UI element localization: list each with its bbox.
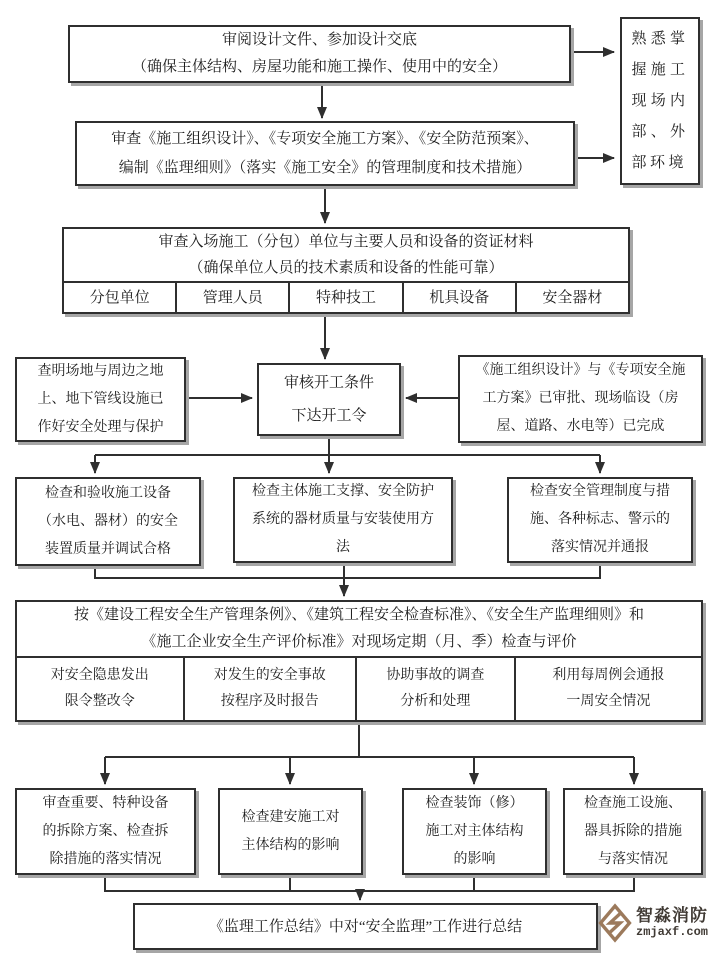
arrows-summary-section (105, 875, 634, 900)
qualification-review-table (62, 227, 630, 314)
box-line: 审查《施工组织设计》、《专项安全施工方案》、《安全防范预案》、 (111, 130, 539, 147)
equipment-acceptance-check-box (15, 477, 201, 566)
table-cell: 协助事故的调查 分析和处理 (355, 658, 514, 720)
table-title-line: （确保单位人员的技术素质和设备的性能可靠） (188, 260, 504, 276)
qualification-table-row (64, 281, 628, 312)
table-title-line: 审查入场施工（分包）单位与主要人员和设备的资证材料 (158, 234, 534, 250)
site-pipeline-protection-box (15, 357, 186, 442)
box-line: 审阅设计文件、参加设计交底 (221, 32, 417, 48)
box-line: 审查重要、特种设备的拆除方案、检查拆除措施的落实情况 (42, 795, 169, 867)
qualification-table-header (64, 229, 628, 281)
watermark-name: 智淼消防 (636, 906, 708, 926)
table-cell: 利用每周例会通报 一周安全情况 (514, 658, 701, 720)
support-protection-system-check-box (233, 477, 453, 563)
box-line: 熟悉掌握施工现场内部、外部环境 (631, 30, 689, 171)
periodic-inspection-table (15, 600, 703, 722)
decoration-impact-check-box (402, 788, 547, 875)
table-cell: 分包单位 (89, 289, 150, 306)
box-line: 检查装饰（修）施工对主体结构的影响 (425, 795, 524, 867)
table-cell: 管理人员 (175, 283, 288, 312)
box-line: 查明场地与周边之地上、地下管线设施已作好安全处理与保护 (37, 363, 164, 435)
plans-approved-box (458, 355, 703, 443)
table-title-line: 按《建设工程安全生产管理条例》、《建筑工程安全检查标准》、《安全生产监理细则》和 (73, 607, 644, 623)
supervision-summary-box (133, 903, 598, 950)
familiarize-site-environment-box (620, 17, 700, 185)
demolition-plan-review-box (15, 788, 196, 875)
audit-construction-plans-box (75, 121, 575, 186)
table-title-line: 《施工企业安全生产评价标准》对现场定期（月、季）检查与评价 (141, 634, 577, 650)
table-cell: 对安全隐患发出 限令整改令 (50, 668, 149, 709)
box-line: 下达开工令 (291, 407, 367, 424)
box-line: 《施工组织设计》与《专项安全施工方案》已审批、现场临设（房屋、道路、水电等）已完成 (475, 363, 686, 434)
box-line: 审核开工条件 (283, 374, 374, 391)
facility-removal-check-box (563, 788, 703, 875)
box-line: 编制《监理细则》（落实《施工安全》的管理制度和技术措施） (118, 159, 532, 176)
table-cell: 机具设备 (402, 283, 515, 312)
start-work-order-box (257, 363, 401, 436)
box-line: 检查和验收施工设备（水电、器材）的安全装置质量并调试合格 (38, 485, 178, 557)
box-line: 检查安全管理制度与措施、各种标志、警示的落实情况并通报 (530, 484, 670, 555)
box-line: （确保主体结构、房屋功能和施工操作、使用中的安全） (131, 59, 507, 75)
review-design-documents-box (68, 25, 571, 83)
watermark-url: zmjaxf.com (636, 924, 709, 939)
inspection-table-header (17, 602, 701, 656)
construction-impact-check-box (218, 788, 363, 875)
inspection-table-row (17, 656, 701, 720)
zhimiao-logo-icon (598, 903, 632, 943)
box-line: 检查主体施工支撑、安全防护系统的器材质量与安装使用方法 (252, 484, 434, 555)
table-cell: 安全器材 (515, 283, 628, 312)
safety-management-check-box (507, 477, 693, 563)
box-line: 检查施工设施、器具拆除的措施与落实情况 (584, 795, 682, 867)
table-cell: 对发生的安全事故 按程序及时报告 (183, 658, 355, 720)
box-line: 《监理工作总结》中对“安全监理”工作进行总结 (208, 918, 523, 935)
box-line: 检查建安施工对主体结构的影响 (241, 809, 340, 853)
watermark (598, 903, 708, 943)
table-cell: 特种技工 (288, 283, 401, 312)
